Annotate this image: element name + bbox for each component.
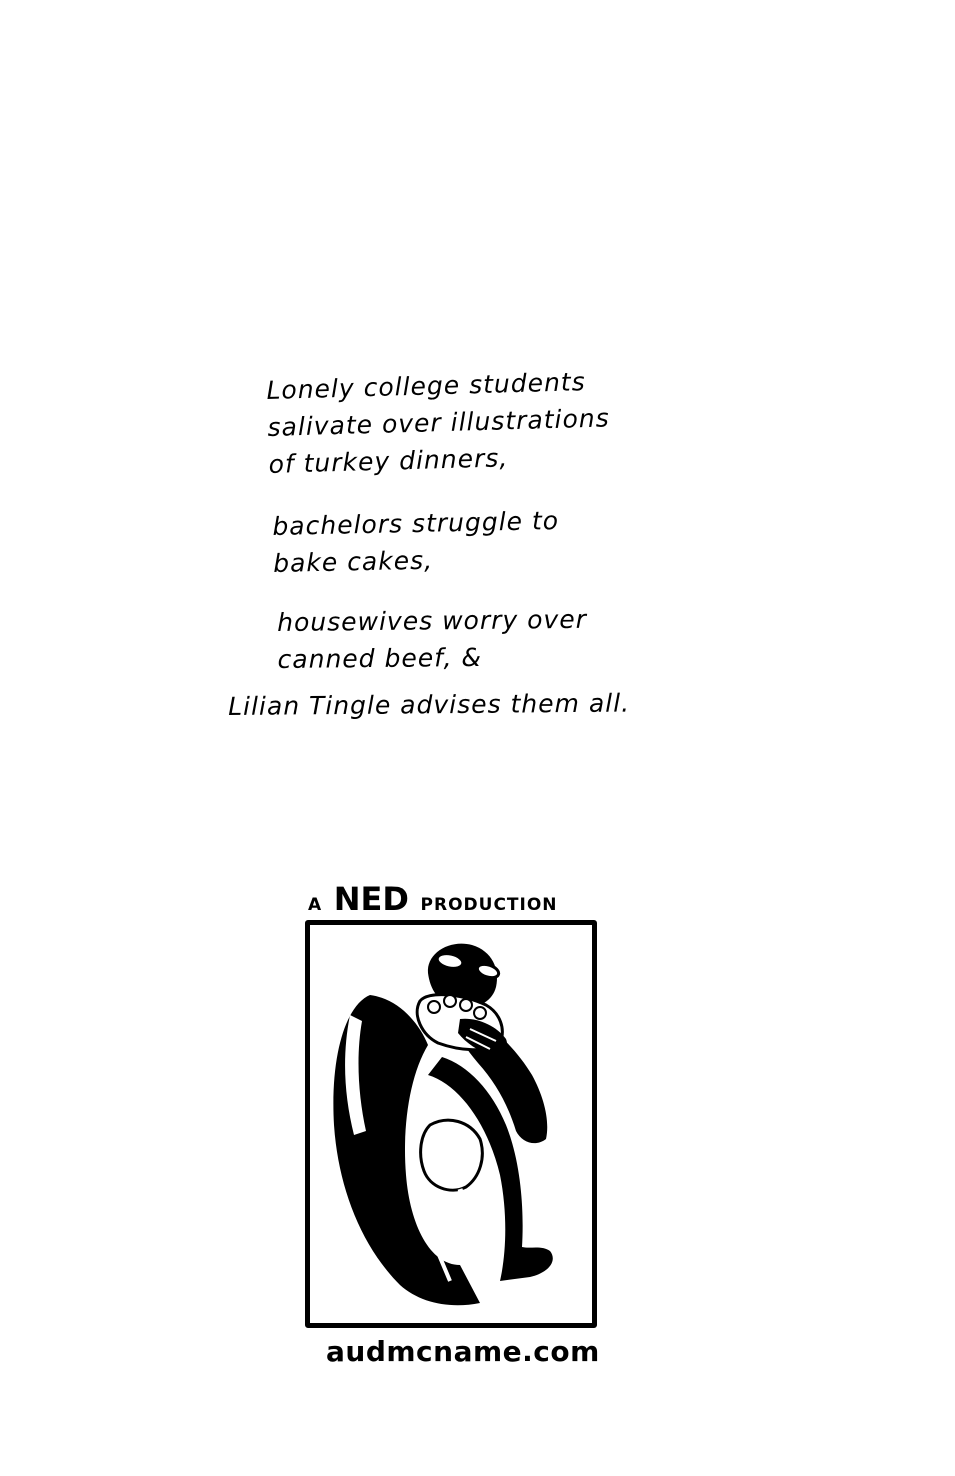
poem-line: canned beef, & (277, 642, 483, 674)
poem-line: salivate over illustrations (267, 403, 611, 442)
food-bite (444, 995, 456, 1007)
credit-suffix: PRODUCTION (420, 895, 558, 915)
food-bite (460, 999, 472, 1011)
poem-line: bachelors struggle to (272, 505, 560, 541)
poem-closing (228, 684, 630, 725)
food-bite (428, 1001, 440, 1013)
poem-stanza-2 (272, 502, 560, 582)
poem-line: Lilian Tingle advises them all. (228, 688, 631, 721)
poem-line: of turkey dinners, (268, 443, 509, 479)
poem-line: housewives worry over (277, 604, 588, 637)
credit-name: NED (333, 880, 409, 918)
website-url: audmcname.com (326, 1335, 600, 1368)
figure-stripe (460, 1189, 482, 1255)
illustration-frame (305, 920, 597, 1328)
poem-stanza-1 (266, 362, 611, 483)
figure-stripe (440, 1195, 460, 1255)
crouching-figure-illustration (310, 925, 592, 1323)
poem-stanza-3 (277, 601, 587, 678)
credit-prefix: A (308, 895, 323, 915)
poem-line: Lonely college students (266, 367, 587, 405)
poem-line: bake cakes, (272, 545, 434, 578)
food-bite (474, 1007, 486, 1019)
figure-knee (421, 1120, 483, 1190)
production-credit (308, 880, 558, 918)
